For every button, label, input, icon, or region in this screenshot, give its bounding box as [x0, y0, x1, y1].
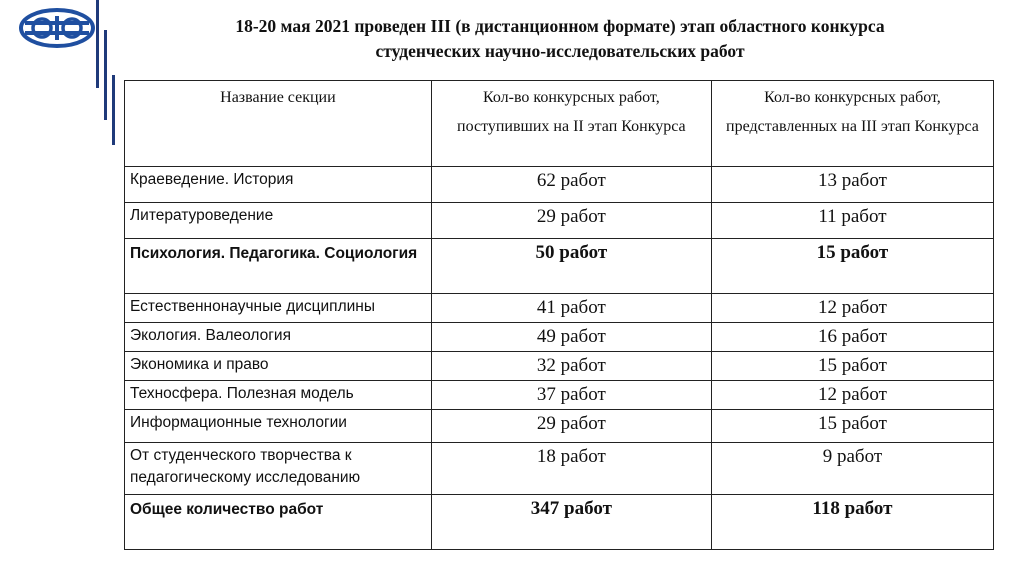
total-stage2-count: 347 работ — [431, 495, 711, 550]
table-row — [125, 352, 994, 381]
table-row — [125, 381, 994, 410]
section-name: Психология. Педагогика. Социология — [125, 239, 432, 294]
stage2-count: 18 работ — [431, 443, 711, 495]
stage2-count: 62 работ — [431, 167, 711, 203]
total-label: Общее количество работ — [125, 495, 432, 550]
section-name: Экономика и право — [125, 352, 432, 381]
stage3-count: 12 работ — [711, 381, 993, 410]
slide-title-line-2: студенческих научно-исследовательских работ — [375, 41, 745, 61]
section-name: Техносфера. Полезная модель — [125, 381, 432, 410]
header-section-name: Название секции — [125, 81, 432, 167]
stage3-count: 16 работ — [711, 323, 993, 352]
total-stage3-count: 118 работ — [711, 495, 993, 550]
results-table — [124, 80, 994, 550]
section-name: Краеведение. История — [125, 167, 432, 203]
table-row — [125, 294, 994, 323]
slide-title — [120, 14, 1000, 64]
stage2-count: 37 работ — [431, 381, 711, 410]
header-stage3-count: Кол-во конкурсных работ, представленных на III этап Конкурса — [711, 81, 993, 167]
stage3-count: 11 работ — [711, 203, 993, 239]
table-header-row — [125, 81, 994, 167]
table-total-row — [125, 495, 994, 550]
accent-line — [104, 30, 107, 120]
section-name: Литературоведение — [125, 203, 432, 239]
stage3-count: 13 работ — [711, 167, 993, 203]
table-row — [125, 239, 994, 294]
stage3-count: 15 работ — [711, 239, 993, 294]
stage2-count: 29 работ — [431, 410, 711, 443]
table-row — [125, 410, 994, 443]
accent-line — [96, 0, 99, 88]
stage3-count: 9 работ — [711, 443, 993, 495]
stage3-count: 15 работ — [711, 410, 993, 443]
accent-line — [112, 75, 115, 145]
stage2-count: 50 работ — [431, 239, 711, 294]
section-name: Экология. Валеология — [125, 323, 432, 352]
stage3-count: 15 работ — [711, 352, 993, 381]
table-row — [125, 203, 994, 239]
slide-title-line-1: 18-20 мая 2021 проведен III (в дистанционном формате) этап областного конкурса — [235, 16, 885, 36]
stage2-count: 29 работ — [431, 203, 711, 239]
section-name: Информационные технологии — [125, 410, 432, 443]
organization-logo — [18, 8, 96, 48]
section-name: Естественнонаучные дисциплины — [125, 294, 432, 323]
table-row — [125, 167, 994, 203]
table-row — [125, 323, 994, 352]
table-row — [125, 443, 994, 495]
stage3-count: 12 работ — [711, 294, 993, 323]
stage2-count: 49 работ — [431, 323, 711, 352]
header-stage2-count: Кол-во конкурсных работ, поступивших на II этап Конкурса — [431, 81, 711, 167]
stage2-count: 41 работ — [431, 294, 711, 323]
section-name: От студенческого творчества к педагогическому исследованию — [125, 443, 432, 495]
stage2-count: 32 работ — [431, 352, 711, 381]
